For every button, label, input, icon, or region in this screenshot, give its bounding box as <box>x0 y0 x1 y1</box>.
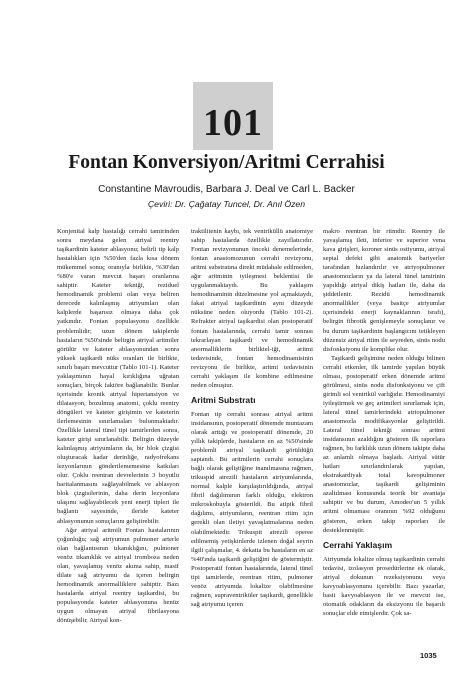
paragraph: Konjenital kalp hastalığı cerrahi tamirinden sonra meydana gelen atriyal reentry taşikardinin kateter ablasyonu; belirli tip kalp hastalıkları için %50'den fazla kısa dönem mükemmel sonuç oranıyla birlikte, %30'dan %80'e varan mevcut başarı oranlarına sahiptir. Kateter tekniği, reziduel hemodinamik problemi olan veya beliren derecede kalınlaşmış atriyumları olan kalplerde başarısız olmaya daha çok yatkındır. Fontan populasyonu özellikle problemlidir; uzun dönem takiplerde hastaların %50'sinde belirgin atriyal aritmiler görülür ve kateter ablasyonundan sonra yüksek taşikardi nüks oranları ile birlikte, sınırlı başarı mevcuttur (Tablo 101-1). Kateter yaklaşımının hayal kırıklığına uğratan sonuçları, birçok faktöre bağlanabilir. Bunlar içerisinde kronik atriyal hipertansiyon ve dilatasyon, bozulmuş anatomi, çoklu reentry döngüleri ve kateter girişimin ve kateterin ilerlemesinin sınırlamaları bulunmaktadır. Özellikle lateral tünel tipi tamirlerden sonra, kateter girişi sınırlanabilir. Belirgin düzeyde kalınlaşmış atriyumların da, bir blok çizgisi oluşturacak kadar derinliğe, radyofrekans lezyonlarının gönderilememesine katkıları olur. Çoklu reentran devrelerinin 3 boyutlu haritalanmasını sağlayabilmek ve ablasyon blok çizgisilerinin, daha derin lezyonlara ulaşımı sağlayabilecek yeni enerji tipleri ile bağlantı sayesinde, ileride kateter ablasyonunun sonuçlarını geliştirebilir. <box>57 228 179 525</box>
page-number: 1035 <box>420 651 437 660</box>
paragraph: Ağır atriyal aritmili Fontan hastalarının çoğunluğu; sağ atriyumun pulmoner arterle olan bağlantısının tıkanıklığını, pulmoner venöz tıkanıklık ve atriyal tromboza neden olan, yavaşlamış venöz akıma sahip, masif dilate sağ atriyumu da içeren belirgin hemodinamik anormalliklere sahiptir. Bazı hastalarda atriyal reentry taşikardisi, bu populasyonda kateter ablasyonuna henüz uygun olmayan atriyal fibrilasyona dönüşebilir. Atriyal kon- <box>57 526 179 625</box>
paragraph: Atriyumda lokalize olmuş taşikardinin cerrahi tedavisi, izolasyon prosedürlerine ek olarak, atriyal dokunun rezeksiyonunu veya kavyoablasyonunu içerebilir. Bazı yazarlar, basit kavyoablasyon ile ve mevcut ise, otomatik odakların da eksizyonu ile başarılı sonuçlar elde etmişlerdir. Çok sa- <box>323 555 445 617</box>
text-column-1 <box>57 227 179 625</box>
section-heading: Cerrahi Yaklaşım <box>323 539 393 550</box>
paragraph: Fontan tip cerrahi sonrası atriyal aritmi insidansının, postoperatif dönemde muntazam olarak arttığı ve postoperatif dönemde, 20 yıllık takiplerde, hastaların en az %50'sinde problemli atriyal taşikardi görüldüğü saptandı. Bu aritmilerin cerrahi sonuçlara bağlı olarak geliştiğine inanılmasına rağmen, trikuspid atrezili hastaların atriyumlarında, normal kalple karşılaştırıldığında, atriyal fibril dağılımının farklı olduğu, elektron mikroskobuyla gösterildi. Bu atipik fibril dağılımı, atriyumların, reentran ritim için gerekli olan iletiyi yavaşlatmalarına neden olabilmektedir. Trikuspit atrezili operee edilmemiş yetişkinlerde izlenen doğal seyrin ilgili çalışmalar, 4. dekatta bu hastaların en az %40'ında taşikardi geliştiğini de göstermiştir. Postoperatif fontan hastalarında, lateral tünel tipi tamirlerde, reentran ritim, pulmoner venöz atriyumda lokalize olabilmesine rağmen, supraventriküler taşikardi, genellikle sağ atriyumu içeren <box>191 410 313 608</box>
chapter-number: 101 <box>203 102 263 144</box>
chapter-title: Fontan Konversiyon/Aritmi Cerrahisi <box>68 152 385 173</box>
translators: Çeviri: Dr. Çağatay Tuncel, Dr. Anıl Özen <box>147 199 306 209</box>
authors: Constantine Mavroudis, Barbara J. Deal ve Carl L. Backer <box>98 184 355 195</box>
paragraph: makro reentran bir ritmdir. Reentry ile yavaşlamış ileti, inferior ve superior vena kava girişleri, koroner sinüs ostiyumu, atriyal septal defekt gibi anatomik bariyerler tarafından hızlandırılır ve atriyopulmoner anastomozların ya da lateral tünel tamirinin yapıldığı atriyal dikiş hatları ile, daha da şiddetlenir. Rezidü hemodinamik anormallikler (veya basitçe atriyumlar içerisindeki enerji kaynaklarının israfı), belirgin fibrotik genişlemeyle sonuçlanır ve bu durum taşikardinin başlangıcını tetikleyen düzensiz atriyal ritim ile seyreden, sinüs nodu disfonksiyonu ile komplike olur. <box>323 228 445 353</box>
section-heading: Aritmi Substratı <box>191 394 256 405</box>
text-column-3 <box>323 227 445 618</box>
paragraph: Taşikardi gelişimine neden olduğu bilinen cerrahi etkenler, ilk tamirde yapılan büyük olması, postoperatif erken dönemde aritmi görülmesi, sinüs nodu disfonksiyonu ve çift girimli sol ventrikül varlığıdır. Hemodinamiyi iyileştirmek ve geç aritmileri sınırlamak için, lateral tünel tamirlerindeki atriopulmoner anastomozla modifikasyonlar geliştirildi. Lateral tünel tekniği sonrası aritmi insidansının azaldığını gösteren ilk raporlara rağmen, bu farklılık uzun dönem takipte daha az anlamlı olmaya başladı. Atriyal sütür hatları sınırlandırılarak yapılan, ekstrakardiyak total kavopulmoner anastomozlar, taşikardi gelişiminin azaltılması konusunda teorik bir avantaja sahiptir ve bu durum, Amodeo'un 5 yıllık aritmi olmaması oranının %92 olduğunu gösteren, erken takip raporları ile desteklenmiştir. <box>323 354 445 534</box>
text-column-2 <box>191 227 313 609</box>
paragraph: traktilitenin kaybı, tek ventriküllü anatomiye sahip hastalarda özellikle zayıflatıcıdır. Fontan revizyonunun önceki denemelerinde, fontan anastomozunun cerrahi revizyonu, aritmi substratına direkt müdahale edilmeden, ağır aritminin iyileşmesi beklentisi ile uygulanmaktaydı. Bu yaklaşım hemodinaminin düzelmesine yol açmaktaydı, fakat atriyal taşikardinin aynı düzeyde nüksüne neden oluyordu (Tablo 101-2). Refrakter atriyal taşikardisi olan postoperatif fontan hastalarında, cerrahi tamir sonrası tekrarlayan taşikardi ve hemodinamik anormalliklerin birliktel-iği, aritmi tedavisinde, fontan hemodinamisinin revizyonu ile birlikte, aritmi tedavisinin cerrahi yaklaşım ile kombine edilmesine neden olmuştur. <box>191 228 313 389</box>
